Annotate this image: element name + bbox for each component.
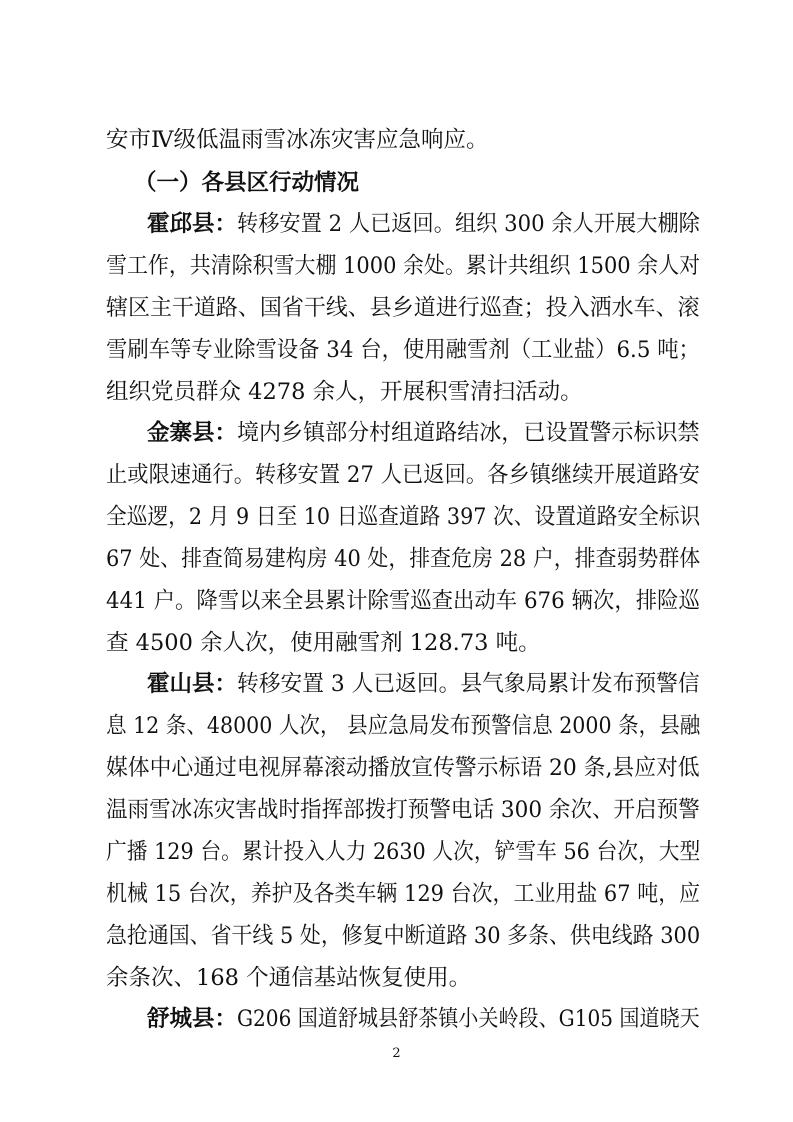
paragraph-line	[0, 288, 793, 328]
paragraph-line	[0, 958, 793, 998]
county-label-huoshan: 霍山县：	[147, 671, 238, 697]
county-label-jinzhai: 金寨县：	[147, 420, 238, 446]
line-text: 雪刷车等专业除雪设备 34 台，使用融雪剂（工业盐）6.5 吨；	[106, 337, 700, 363]
line-text: 辖区主干道路、国省干线、县乡道进行巡查；投入洒水车、滚	[106, 295, 700, 321]
paragraph-line	[0, 706, 793, 746]
page-number: 2	[392, 1046, 401, 1061]
line-text: 媒体中心通过电视屏幕滚动播放宣传警示标语 20 条,县应对低	[106, 755, 700, 781]
line-text: 安市Ⅳ级低温雨雪冰冻灾害应急响应。	[106, 127, 489, 153]
paragraph-line	[0, 664, 793, 704]
line-text: 温雨雪冰冻灾害战时指挥部拨打预警电话 300 余次、开启预警	[106, 797, 700, 823]
line-text: 全巡逻，2 月 9 日至 10 日巡查道路 397 次、设置道路安全标识	[106, 504, 701, 530]
line-text: 查 4500 余人次，使用融雪剂 128.73 吨。	[106, 630, 541, 656]
county-label-shucheng: 舒城县：	[147, 1006, 238, 1032]
paragraph-line	[0, 204, 793, 244]
line-text: 441 户。降雪以来全县累计除雪巡查出动车 676 辆次，排险巡	[106, 588, 700, 614]
section-heading-text: （一）各县区行动情况	[134, 170, 360, 196]
line-text: 余条次、168 个通信基站恢复使用。	[106, 965, 472, 991]
paragraph-line	[0, 916, 793, 956]
line-text: 广播 129 台。累计投入人力 2630 人次，铲雪车 56 台次，大型	[106, 839, 701, 865]
paragraph-line	[0, 874, 793, 914]
section-heading	[0, 163, 793, 203]
line-text: 转移安置 2 人已返回。组织 300 余人开展大棚除	[237, 211, 700, 237]
line-text: 息 12 条、48000 人次， 县应急局发布预警信息 2000 条，县融	[106, 713, 701, 739]
paragraph-line	[0, 497, 793, 537]
paragraph-line	[0, 372, 793, 412]
line-text: 止或限速通行。转移安置 27 人已返回。各乡镇继续开展道路安	[106, 462, 700, 488]
line-text: 雪工作，共清除积雪大棚 1000 余处。累计共组织 1500 余人对	[106, 253, 701, 279]
line-text: 急抢通国、省干线 5 处，修复中断道路 30 多条、供电线路 300	[106, 923, 701, 949]
line-text: 转移安置 3 人已返回。县气象局累计发布预警信	[237, 671, 700, 697]
paragraph-line	[0, 413, 793, 453]
line-text: 组织党员群众 4278 余人，开展积雪清扫活动。	[106, 379, 583, 405]
paragraph-line	[0, 581, 793, 621]
paragraph-line	[0, 120, 793, 160]
line-text: G206 国道舒城县舒茶镇小关岭段、G105 国道晓天	[237, 1006, 700, 1032]
paragraph-line	[0, 623, 793, 663]
paragraph-line	[0, 999, 793, 1039]
line-text: 67 处、排查简易建构房 40 处，排查危房 28 户，排查弱势群体	[106, 546, 701, 572]
line-text: 机械 15 台次，养护及各类车辆 129 台次，工业用盐 67 吨，应	[106, 881, 701, 907]
paragraph-line	[0, 246, 793, 286]
paragraph-line	[0, 539, 793, 579]
paragraph-line	[0, 330, 793, 370]
paragraph-line	[0, 790, 793, 830]
paragraph-line	[0, 455, 793, 495]
line-text: 境内乡镇部分村组道路结冰，已设置警示标识禁	[237, 420, 700, 446]
paragraph-line	[0, 832, 793, 872]
county-label-huoqiu: 霍邱县：	[147, 211, 238, 237]
paragraph-line	[0, 748, 793, 788]
